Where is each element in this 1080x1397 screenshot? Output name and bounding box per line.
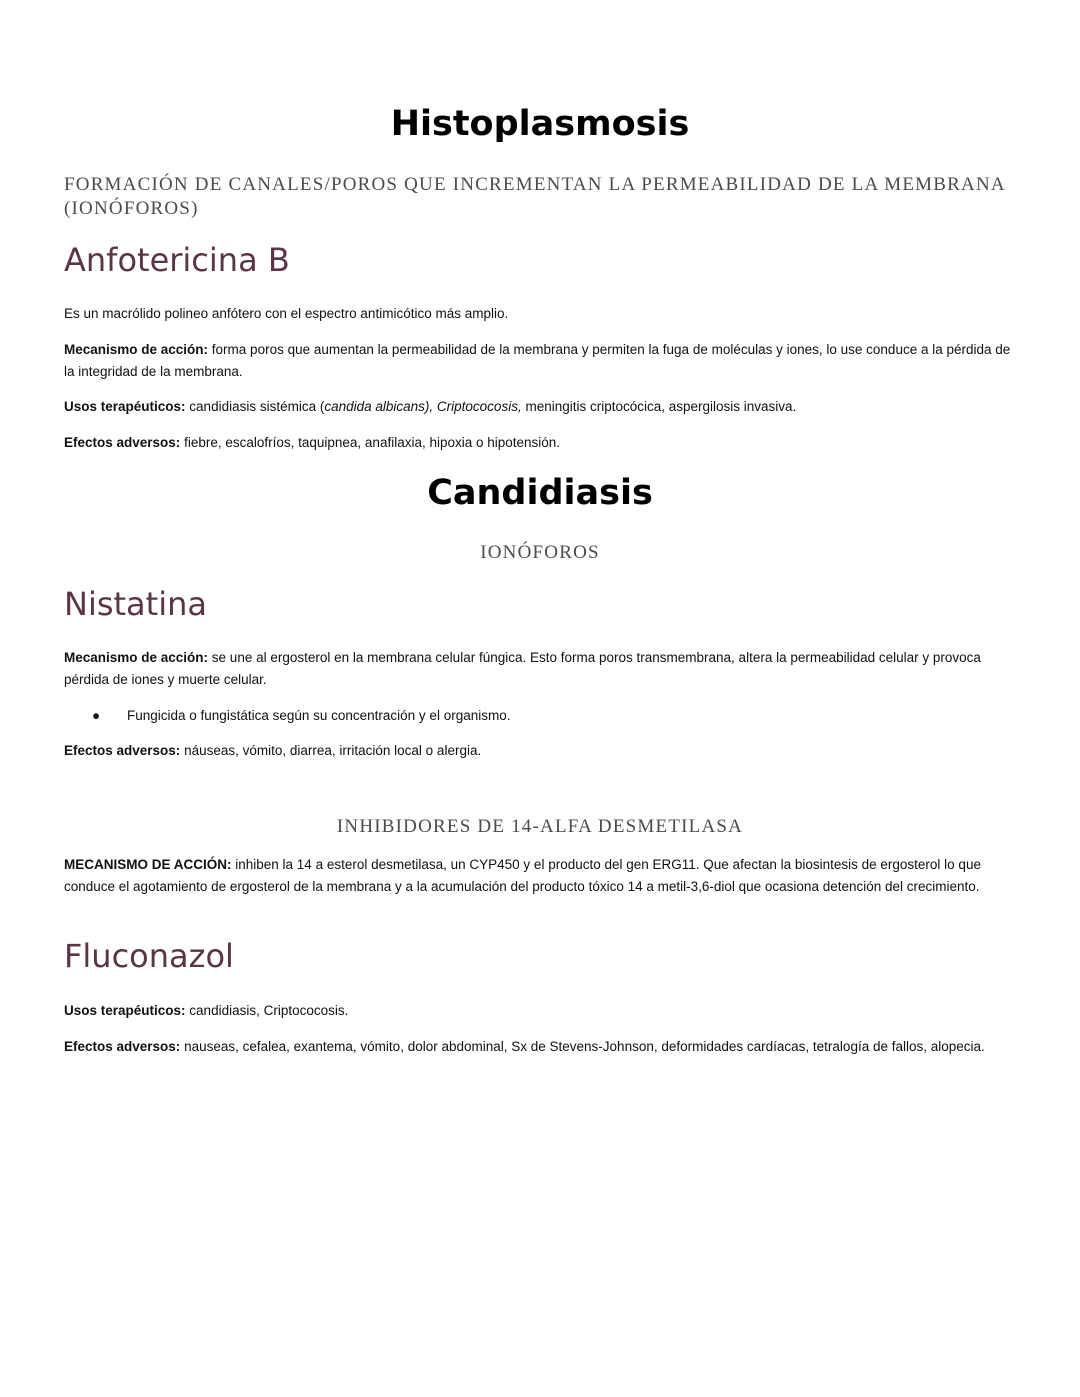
fluconazol-usos <box>64 1000 1019 1022</box>
inhibidores-heading: INHIBIDORES DE 14-ALFA DESMETILASA <box>336 816 744 837</box>
mecanismo-label: Mecanismo de acción: <box>64 650 209 665</box>
ionoforos-subheading: IONÓFOROS <box>480 542 600 563</box>
mecanismo-text: inhiben la 14 a esterol desmetilasa, un CYP450 y el producto del gen ERG11. Que afectan la biosintesis de ergosterol lo que conduce el agotamiento de ergosterol de la membrana y a la acumulación del producto tóxico 14 a metil-3,6-diol que ocasiona detención del crecimiento. <box>64 857 981 894</box>
nistatina-bullet-item <box>92 705 510 727</box>
histoplasmosis-title: Histoplasmosis <box>390 104 690 144</box>
anfotericina-mecanismo <box>64 339 1019 383</box>
bullet-icon: ● <box>92 708 101 723</box>
mecanismo-label: Mecanismo de acción: <box>64 342 209 357</box>
anfotericina-title: Anfotericina B <box>64 241 290 279</box>
usos-italic-text: candida albicans), Criptococosis, <box>324 399 522 414</box>
efectos-label: Efectos adversos: <box>64 743 181 758</box>
anfotericina-intro: Es un macrólido polineo anfótero con el espectro antimicótico más amplio. <box>64 306 509 321</box>
nistatina-efectos <box>64 740 1019 762</box>
efectos-text: náuseas, vómito, diarrea, irritación local o alergia. <box>180 743 482 758</box>
bullet-text: Fungicida o fungistática según su concentración y el organismo. <box>127 708 511 723</box>
usos-text-end: meningitis criptocócica, aspergilosis invasiva. <box>521 399 797 414</box>
nistatina-mecanismo <box>64 647 1019 691</box>
nistatina-title: Nistatina <box>64 585 207 623</box>
efectos-text: fiebre, escalofríos, taquipnea, anafilaxia, hipoxia o hipotensión. <box>180 435 561 450</box>
ionoforos-heading: FORMACIÓN DE CANALES/POROS QUE INCREMENTAN LA PERMEABILIDAD DE LA MEMBRANA (IONÓFOROS) <box>64 174 1005 219</box>
usos-label: Usos terapéuticos: <box>64 1003 186 1018</box>
efectos-label: Efectos adversos: <box>64 1039 181 1054</box>
anfotericina-usos <box>64 396 1019 418</box>
usos-text: candidiasis sistémica ( <box>185 399 325 414</box>
inhibidores-mecanismo <box>64 854 1019 898</box>
usos-text: candidiasis, Criptococosis. <box>185 1003 349 1018</box>
efectos-label: Efectos adversos: <box>64 435 181 450</box>
mecanismo-text: forma poros que aumentan la permeabilidad de la membrana y permiten la fuga de moléculas y iones, lo use conduce a la pérdida de la integridad de la membrana. <box>64 342 1011 379</box>
fluconazol-efectos <box>64 1036 1019 1058</box>
efectos-text: nauseas, cefalea, exantema, vómito, dolor abdominal, Sx de Stevens-Johnson, deformidades cardíacas, tetralogía de fallos, alopecia. <box>180 1039 985 1054</box>
usos-label: Usos terapéuticos: <box>64 399 186 414</box>
mecanismo-text: se une al ergosterol en la membrana celular fúngica. Esto forma poros transmembrana, altera la permeabilidad celular y provoca pérdida de iones y muerte celular. <box>64 650 981 687</box>
anfotericina-efectos <box>64 432 1019 454</box>
mecanismo-label: MECANISMO DE ACCIÓN: <box>64 857 232 872</box>
fluconazol-title: Fluconazol <box>64 937 234 975</box>
candidiasis-title: Candidiasis <box>427 473 653 513</box>
